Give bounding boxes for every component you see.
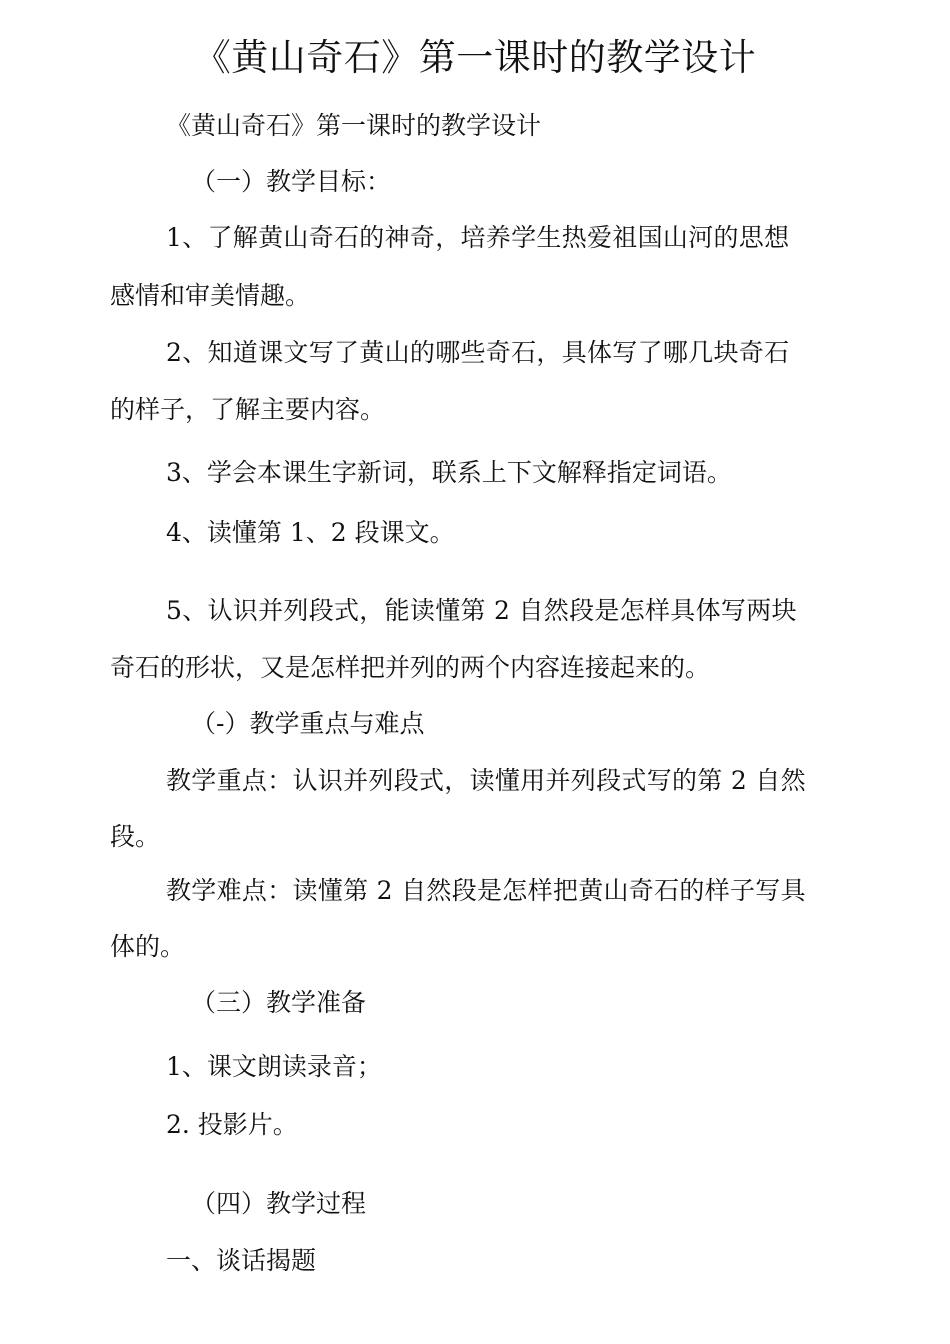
objectives-heading: （一）教学目标： (191, 167, 392, 196)
objective-5-line2: 奇石的形状，又是怎样把并列的两个内容连接起来的。 (110, 653, 711, 682)
prep-item-1: 1、课文朗读录音； (166, 1052, 382, 1081)
key-point-line1: 教学重点：认识并列段式，读懂用并列段式写的第 2 自然 (166, 766, 806, 795)
process-heading: （四）教学过程 (191, 1189, 367, 1218)
objective-1-line2: 感情和审美情趣。 (110, 281, 311, 310)
prep-heading: （三）教学准备 (191, 988, 367, 1017)
objective-5-line1: 5、认识并列段式，能读懂第 2 自然段是怎样具体写两块 (166, 596, 797, 625)
subtitle: 《黄山奇石》第一课时的教学设计 (166, 111, 542, 140)
focus-heading: （-）教学重点与难点 (191, 709, 425, 738)
difficulty-line1: 教学难点：读懂第 2 自然段是怎样把黄山奇石的样子写具 (166, 876, 806, 905)
prep-item-2: 2. 投影片。 (166, 1110, 298, 1139)
key-point-line2: 段。 (110, 822, 161, 851)
document-title: 《黄山奇石》第一课时的教学设计 (193, 36, 757, 79)
process-step-1: 一、谈话揭题 (166, 1246, 317, 1275)
objective-2-line2: 的样子，了解主要内容。 (110, 395, 386, 424)
objective-4: 4、读懂第 1、2 段课文。 (166, 518, 455, 547)
difficulty-line2: 体的。 (110, 932, 186, 961)
objective-1-line1: 1、了解黄山奇石的神奇，培养学生热爱祖国山河的思想 (166, 223, 790, 252)
objective-2-line1: 2、知道课文写了黄山的哪些奇石，具体写了哪几块奇石 (166, 338, 790, 367)
objective-3: 3、学会本课生字新词，联系上下文解释指定词语。 (166, 458, 732, 487)
